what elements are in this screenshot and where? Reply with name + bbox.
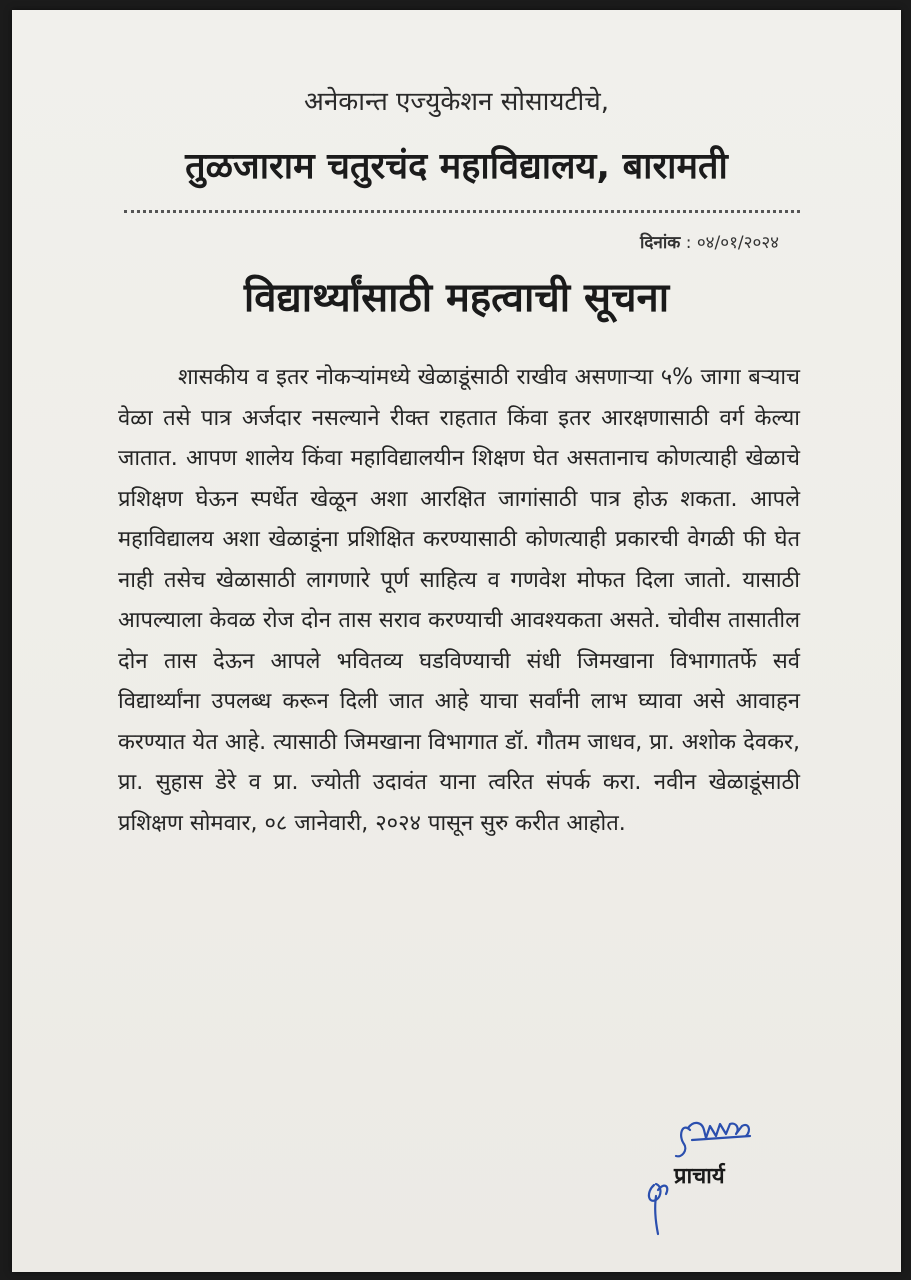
date-label: दिनांक bbox=[639, 233, 681, 253]
notice-page bbox=[12, 10, 901, 1272]
notice-title: विद्यार्थ्यांसाठी महत्वाची सूचना bbox=[243, 275, 670, 321]
notice-body: शासकीय व इतर नोकऱ्यांमध्ये खेळाडूंसाठी राखीव असणाऱ्या ५% जागा बऱ्याच वेळा तसे पात्र अर्जदार नसल्याने रीक्त राहतात किंवा इतर आरक्षणासाठी वर्ग केल्या जातात. आपण शालेय किंवा महाविद्यालयीन शिक्षण घेत असतानाच कोणत्याही खेळाचे प्रशिक्षण घेऊन स्पर्धेत खेळून अशा आरक्षित जागांसाठी पात्र होऊ शकता. आपले महाविद्यालय अशा खेळाडूंना प्रशिक्षित करण्यासाठी कोणत्याही प्रकारची वेगळी फी घेत नाही तसेच खेळासाठी लागणारे पूर्ण साहित्य व गणवेश मोफत दिला जातो. यासाठी आपल्याला केवळ रोज दोन तास सराव करण्याची आवश्यकता असते. चोवीस तासातील दोन तास देऊन आपले भवितव्य घडविण्याची संधी जिमखाना विभागातर्फे सर्व विद्यार्थ्यांना उपलब्ध करून दिली जात आहे याचा सर्वांनी लाभ घ्यावा असे आवाहन करण्यात येत आहे. त्यासाठी जिमखाना विभागात डॉ. गौतम जाधव, प्रा. अशोक देवकर, प्रा. सुहास डेरे व प्रा. ज्योती उदावंत याना त्वरित संपर्क करा. नवीन खेळाडूंसाठी प्रशिक्षण सोमवार, ०८ जानेवारी, २०२४ पासून सुरु करीत आहोत. bbox=[118, 365, 800, 836]
college-name: तुळजाराम चतुरचंद महाविद्यालय, बारामती bbox=[185, 146, 728, 187]
header-divider bbox=[124, 210, 800, 213]
society-name: अनेकान्त एज्युकेशन सोसायटीचे, bbox=[303, 87, 610, 117]
signature-block bbox=[632, 1100, 792, 1250]
designation-label: प्राचार्य bbox=[674, 1164, 725, 1189]
date-row bbox=[640, 230, 779, 253]
date-value: : ०४/०१/२०२४ bbox=[685, 233, 779, 253]
